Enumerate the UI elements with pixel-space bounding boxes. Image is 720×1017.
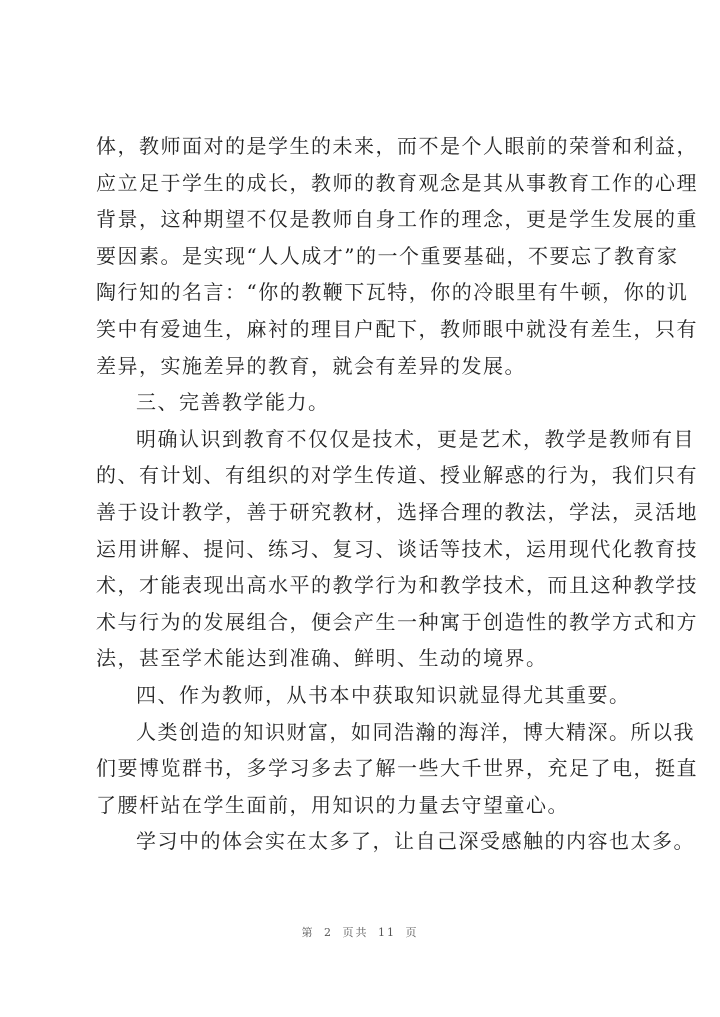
body-text — [96, 128, 698, 860]
text-line: 术，才能表现出高水平的教学行为和教学技术，而且这种教学技 — [96, 573, 698, 598]
section-heading: 四、作为教师，从书本中获取知识就显得尤其重要。 — [136, 682, 631, 707]
text-line: 术与行为的发展组合，便会产生一种寓于创造性的教学方式和方 — [96, 609, 698, 634]
text-line: 差异，实施差异的教育，就会有差异的发展。 — [96, 353, 526, 378]
text-line: 善于设计教学，善于研究教材，选择合理的教法，学法，灵活地 — [96, 499, 698, 524]
text-line: 运用讲解、提问、练习、复习、谈话等技术，运用现代化教育技 — [96, 536, 698, 561]
text-line: 们要博览群书，多学习多去了解一些大千世界，充足了电，挺直 — [96, 756, 698, 781]
text-line: 明确认识到教育不仅仅是技术，更是艺术，教学是教师有目 — [136, 426, 695, 451]
text-line: 笑中有爱迪生，麻衬的理目户配下，教师眼中就没有差生，只有 — [96, 316, 698, 341]
text-line: 人类创造的知识财富，如同浩瀚的海洋，博大精深。所以我 — [136, 719, 695, 744]
text-line: 陶行知的名言：“你的教鞭下瓦特，你的冷眼里有牛顿，你的讥 — [96, 280, 689, 305]
section-heading: 三、完善教学能力。 — [136, 390, 330, 415]
text-line: 了腰杆站在学生面前，用知识的力量去守望童心。 — [96, 792, 569, 817]
text-line: 学习中的体会实在太多了，让自己深受感触的内容也太多。 — [136, 829, 695, 854]
text-line: 法，甚至学术能达到准确、鲜明、生动的境界。 — [96, 646, 548, 671]
text-line: 要因素。是实现“人人成才”的一个重要基础，不要忘了教育家 — [96, 243, 679, 268]
text-line: 应立足于学生的成长，教师的教育观念是其从事教育工作的心理 — [96, 170, 698, 195]
text-line: 体，教师面对的是学生的未来，而不是个人眼前的荣誉和利益， — [96, 134, 698, 158]
text-line: 的、有计划、有组织的对学生传道、授业解惑的行为，我们只有 — [96, 463, 698, 488]
page-number-footer: 第 2 页共 11 页 — [301, 926, 419, 939]
text-line: 背景，这种期望不仅是教师自身工作的理念，更是学生发展的重 — [96, 207, 698, 232]
